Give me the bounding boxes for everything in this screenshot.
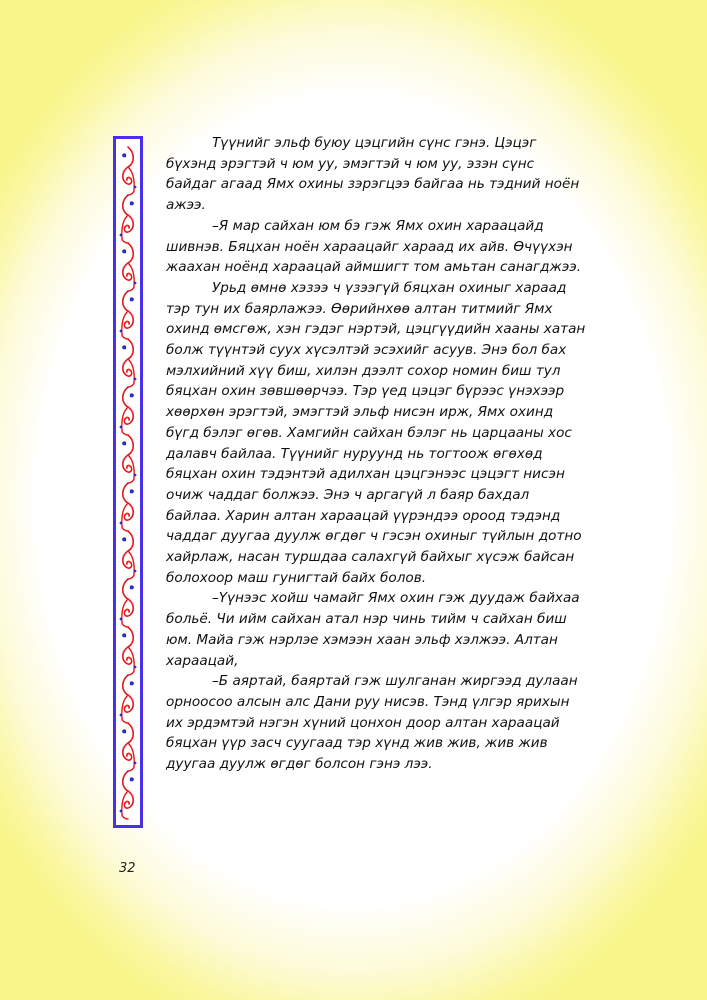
vine-motif: [122, 627, 136, 675]
vine-motif: [122, 435, 136, 483]
vine-motif: [122, 531, 136, 579]
vine-motif: [122, 339, 136, 387]
vine-motif: [120, 675, 134, 723]
vine-motif: [122, 243, 136, 291]
story-text: [166, 133, 586, 775]
paragraph: –Я мар сайхан юм бэ гэж Ямх охин хараацайд шивнэв. Бяцхан ноён хараацайг хараад их айв. Өчүүхэн жаахан ноёнд хараацай аймшигт том амьтан санагджээ.: [166, 217, 582, 276]
page-number: 32: [119, 861, 136, 876]
paragraph: Түүнийг эльф буюу цэцгийн сүнс гэнэ. Цэцэг бүхэнд эрэгтэй ч юм уу, эмэгтэй ч юм уу, эзэн сүнс байдаг агаад Ямх охины зэрэгцээ байгаа нь тэдний ноён ажээ.: [166, 135, 580, 214]
vine-motif: [120, 387, 134, 435]
vine-motif: [120, 483, 134, 531]
paragraph: –Үүнээс хойш чамайг Ямх охин гэж дуудаж байхаа больё. Чи ийм сайхан атал нэр чинь тийм ч сайхан биш юм. Майа гэж нэрлэе хэмээн хаан эльф хэлжээ. Алтан хараацай,: [166, 590, 580, 669]
vine-motif: [120, 771, 134, 819]
vine-motif: [122, 723, 136, 771]
paragraph: Урьд өмнө хэзээ ч үзээгүй бяцхан охиныг хараад тэр тун их баярлажээ. Өөрийнхөө алтан титмийг Ямх охинд өмсгөж, хэн гэдэг нэртэй, цэцгүүдийн хааны хатан болж түүнтэй суух хүсэлтэй эсэхийг асуув. Энэ бол бах мэлхийний хүү биш, хилэн дээлт сохор номин биш тул бяцхан охин зөвшөөрчээ. Тэр үед цэцэг бүрээс үнэхээр хөөрхөн эрэгтэй, эмэгтэй эльф нисэн ирж, Ямх охинд бүгд бэлэг өгөв. Хамгийн сайхан бэлэг нь царцааны хос далавч байлаа. Түүнийг нуруунд нь тогтоож өгөхөд бяцхан охин тэдэнтэй адилхан цэцгэнээс цэцэгт нисэн очиж чаддаг болжээ. Энэ ч аргагүй л баяр бахдал байлаа. Харин алтан хараацай үүрэндээ ороод тэдэнд чаддаг дуугаа дуулж өгдөг ч гэсэн охиныг түйлын дотно хайрлаж, насан туршдаа салахгүй байхыг хүсэж байсан болохоор маш гунигтай байх болов.: [166, 279, 586, 586]
floral-vine-ornament-icon: [116, 139, 140, 825]
vine-motif: [120, 291, 134, 339]
paragraph: –Б аяртай, баяртай гэж шулганан жиргээд дулаан орноосоо алсын алс Дани руу нисэв. Тэнд үлгэр ярихын их эрдэмтэй нэгэн хүний цонхон доор алтан хараацай бяцхан үүр засч суугаад тэр хүнд жив жив, жив жив дуугаа дуулж өгдөг болсон гэнэ лээ.: [166, 673, 578, 773]
vine-motif: [120, 579, 134, 627]
decorative-border-frame: [113, 136, 143, 828]
vine-motif: [120, 195, 134, 243]
vine-motif: [122, 147, 136, 195]
